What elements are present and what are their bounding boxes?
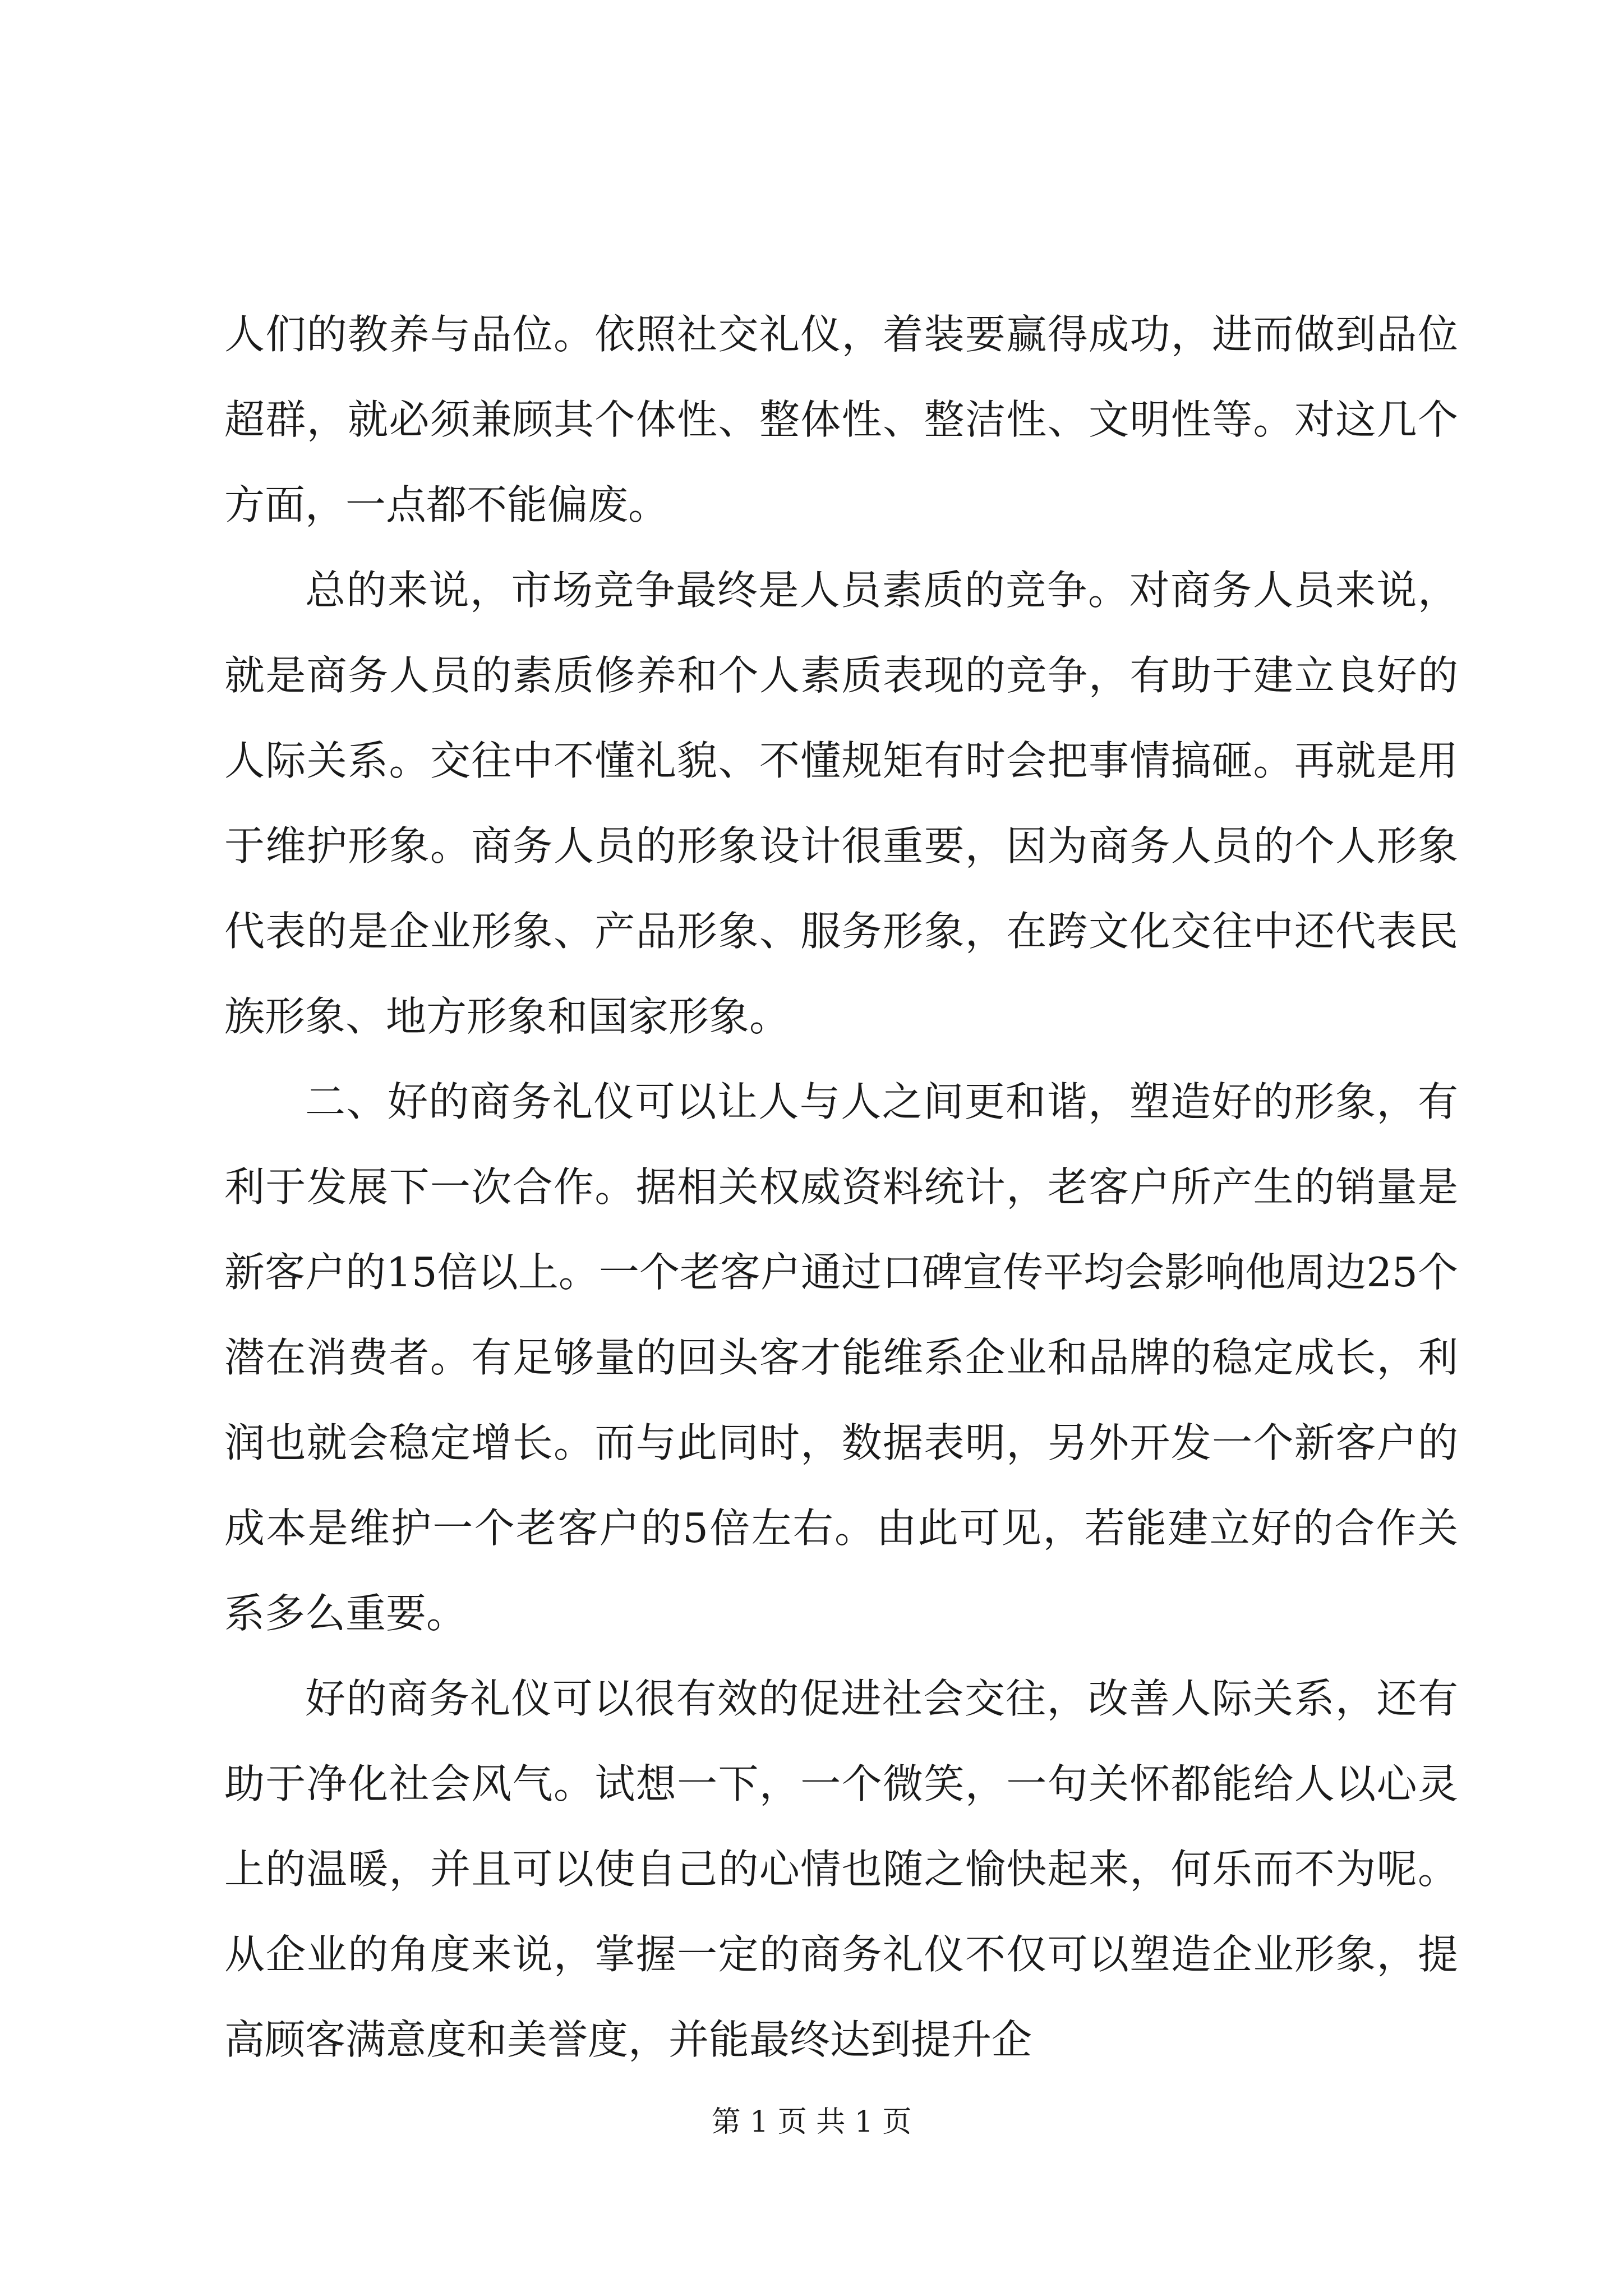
document-body: [224, 292, 1458, 2082]
paragraph-social-interaction: 好的商务礼仪可以很有效的促进社会交往，改善人际关系，还有助于净化社会风气。试想一下，一个微笑，一句关怀都能给人以心灵上的温暖，并且可以使自己的心情也随之愉快起来，何乐而不为呢。从企业的角度来说，掌握一定的商务礼仪不仅可以塑造企业形象，提高顾客满意度和美誉度，并能最终达到提升企: [224, 1675, 1458, 2063]
paragraph-market-competition: 总的来说，市场竞争最终是人员素质的竞争。对商务人员来说，就是商务人员的素质修养和个人素质表现的竞争，有助于建立良好的人际关系。交往中不懂礼貌、不懂规矩有时会把事情搞砸。再就是用于维护形象。商务人员的形象设计很重要，因为商务人员的个人形象代表的是企业形象、产品形象、服务形象，在跨文化交往中还代表民族形象、地方形象和国家形象。: [224, 567, 1458, 1040]
paragraph-continuation: 人们的教养与品位。依照社交礼仪，着装要赢得成功，进而做到品位超群，就必须兼顾其个体性、整体性、整洁性、文明性等。对这几个方面，一点都不能偏废。: [224, 311, 1458, 528]
page-footer: 第 1 页 共 1 页: [711, 2105, 912, 2139]
paragraph-section-two: 二、好的商务礼仪可以让人与人之间更和谐，塑造好的形象，有利于发展下一次合作。据相关权威资料统计，老客户所产生的销量是新客户的15倍以上。一个老客户通过口碑宣传平均会影响他周边25个潜在消费者。有足够量的回头客才能维系企业和品牌的稳定成长，利润也就会稳定增长。而与此同时，数据表明，另外开发一个新客户的成本是维护一个老客户的5倍左右。由此可见，若能建立好的合作关系多么重要。: [224, 1078, 1458, 1637]
